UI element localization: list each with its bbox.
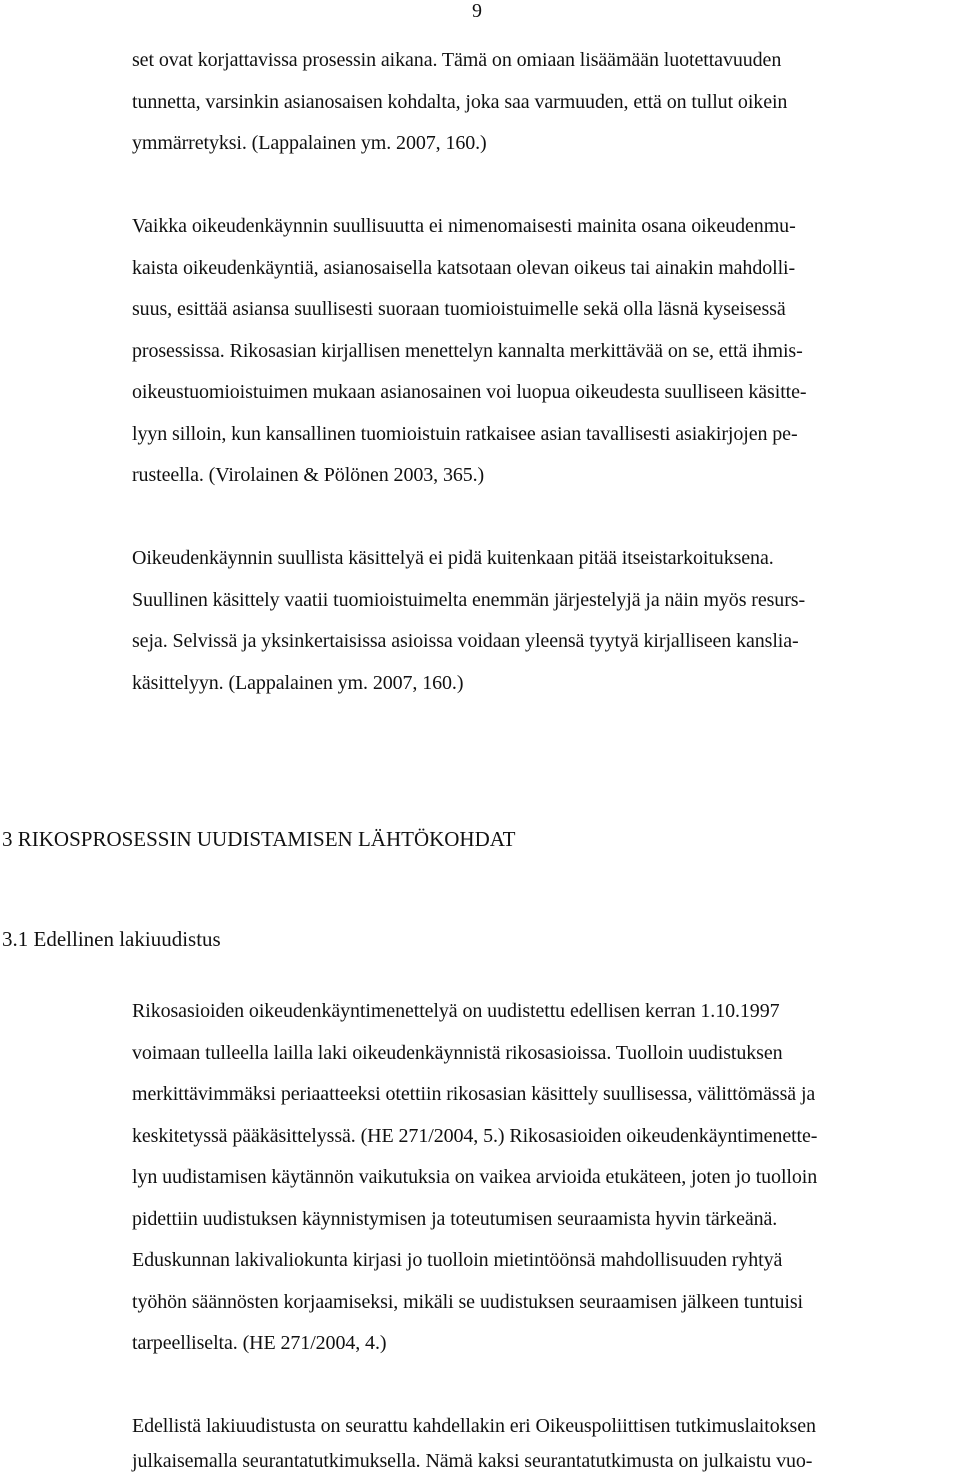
text-line: julkaisemalla seurantatutkimuksella. Nämä kaksi seurantatutkimusta on julkaistu vuo- [132, 1450, 813, 1472]
text-line: lyyn silloin, kun kansallinen tuomioistuin ratkaisee asian tavallisesti asiakirjojen pe- [132, 423, 798, 445]
text-line: suus, esittää asiansa suullisesti suoraan tuomioistuimelle sekä olla läsnä kyseisessä [132, 298, 786, 320]
text-line: keskitetyssä pääkäsittelyssä. (HE 271/2004, 5.) Rikosasioiden oikeudenkäyntimenette- [132, 1125, 818, 1147]
section-heading: 3.1 Edellinen lakiuudistus [2, 927, 221, 951]
text-line: Vaikka oikeudenkäynnin suullisuutta ei nimenomaisesti mainita osana oikeudenmu- [132, 215, 796, 237]
text-line: prosessissa. Rikosasian kirjallisen menettelyn kannalta merkittävää on se, että ihmis- [132, 340, 803, 362]
chapter-heading: 3 RIKOSPROSESSIN UUDISTAMISEN LÄHTÖKOHDAT [2, 827, 516, 851]
text-line: oikeustuomioistuimen mukaan asianosainen voi luopua oikeudesta suulliseen käsitte- [132, 381, 807, 403]
text-line: tarpeelliselta. (HE 271/2004, 4.) [132, 1332, 387, 1354]
text-line: pidettiin uudistuksen käynnistymisen ja toteutumisen seuraamista hyvin tärkeänä. [132, 1208, 778, 1230]
text-line: ymmärretyksi. (Lappalainen ym. 2007, 160.) [132, 132, 487, 154]
text-line: työhön säännösten korjaamiseksi, mikäli se uudistuksen seuraamisen jälkeen tuntuisi [132, 1291, 804, 1313]
text-line: set ovat korjattavissa prosessin aikana. Tämä on omiaan lisäämään luotettavuuden [132, 49, 782, 71]
text-line: käsittelyyn. (Lappalainen ym. 2007, 160.) [132, 672, 464, 694]
text-line: merkittävimmäksi periaatteeksi otettiin rikosasian käsittely suullisessa, välittömässä ja [132, 1083, 816, 1105]
text-line: voimaan tulleella lailla laki oikeudenkäynnistä rikosasioissa. Tuolloin uudistuksen [132, 1042, 783, 1064]
text-line: Rikosasioiden oikeudenkäyntimenettelyä on uudistettu edellisen kerran 1.10.1997 [132, 1000, 780, 1022]
text-line: tunnetta, varsinkin asianosaisen kohdalta, joka saa varmuuden, että on tullut oikein [132, 91, 788, 113]
text-line: Edellistä lakiuudistusta on seurattu kahdellakin eri Oikeuspoliittisen tutkimuslaitoksen [132, 1415, 816, 1437]
page-number: 9 [472, 0, 482, 22]
text-line: lyn uudistamisen käytännön vaikutuksia on vaikea arvioida etukäteen, joten jo tuolloin [132, 1166, 818, 1188]
text-line: kaista oikeudenkäyntiä, asianosaisella katsotaan olevan oikeus tai ainakin mahdolli- [132, 257, 796, 279]
text-line: Oikeudenkäynnin suullista käsittelyä ei pidä kuitenkaan pitää itseistarkoituksena. [132, 547, 774, 569]
text-line: Eduskunnan lakivaliokunta kirjasi jo tuolloin mietintöönsä mahdollisuuden ryhtyä [132, 1249, 783, 1271]
text-line: rusteella. (Virolainen & Pölönen 2003, 365.) [132, 464, 485, 486]
text-line: Suullinen käsittely vaatii tuomioistuimelta enemmän järjestelyjä ja näin myös resurs- [132, 589, 806, 611]
text-line: seja. Selvissä ja yksinkertaisissa asioissa voidaan yleensä tyytyä kirjalliseen kanslia- [132, 630, 799, 652]
